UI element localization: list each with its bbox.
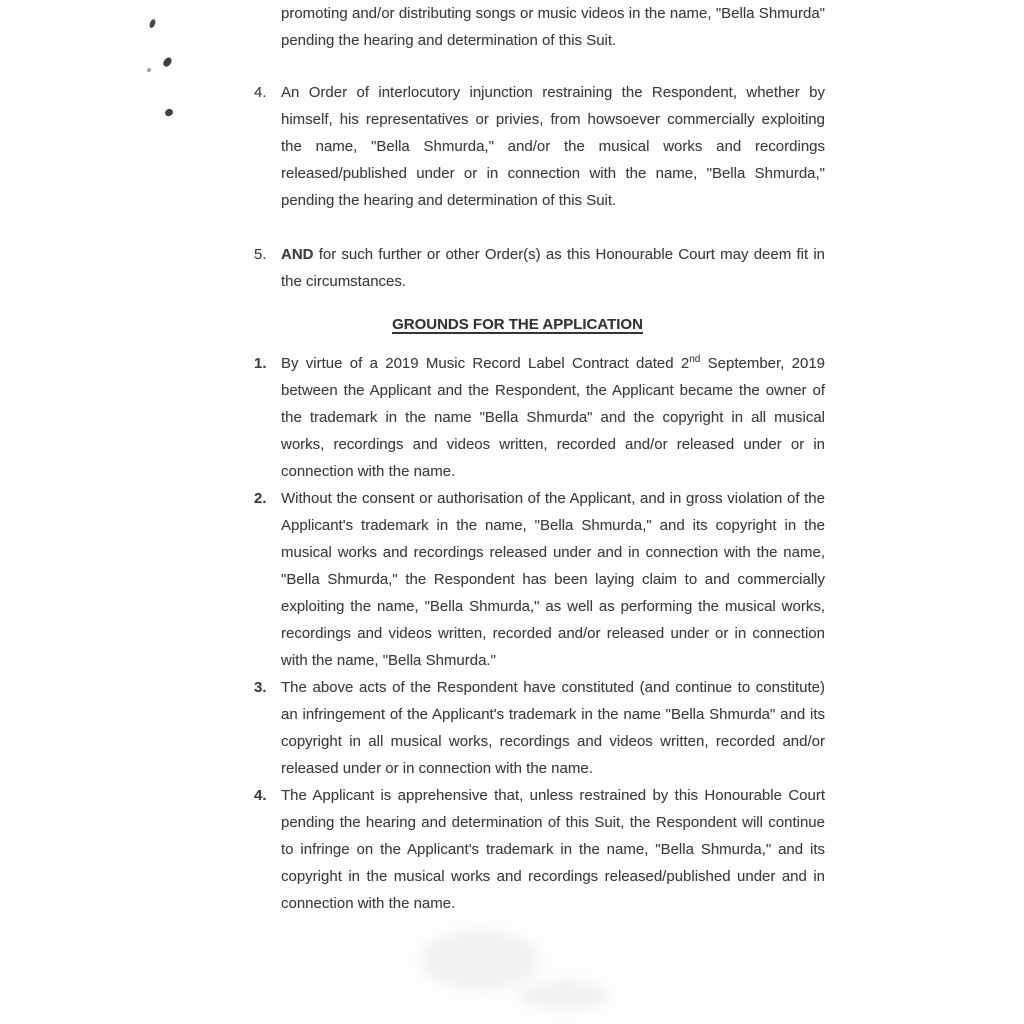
list-item-prayer-5	[254, 241, 825, 295]
item-text	[281, 241, 825, 295]
bold-and-text: AND	[281, 246, 314, 263]
ink-speck	[147, 68, 151, 72]
item-number: 5.	[254, 246, 267, 263]
ink-speck	[164, 108, 174, 117]
list-item-ground-4	[254, 782, 825, 917]
ink-speck	[149, 18, 157, 28]
item-text-rest: for such further or other Order(s) as this Honourable Court may deem fit in the circumstances.	[281, 246, 825, 290]
list-item-ground-2	[254, 485, 825, 674]
ink-speck	[162, 56, 173, 68]
item-text: The Applicant is apprehensive that, unless restrained by this Honourable Court pending the hearing and determination of this Suit, the Respondent will continue to infringe on the Applicant's trademark in the name, "Bella Shmurda," and its copyright in the musical works and recordings released/published under and in connection with the name.	[281, 787, 825, 912]
item-text	[281, 350, 825, 485]
item-text: The above acts of the Respondent have constituted (and continue to constitute) an infringement of the Applicant's trademark in the name "Bella Shmurda" and its copyright in all musical works, recordings and videos written, recorded and/or released under or in connection with the name.	[281, 679, 825, 777]
list-item-ground-1	[254, 350, 825, 485]
item-number: 4.	[254, 84, 267, 101]
item-number: 3.	[254, 679, 267, 696]
ordinal-superscript: nd	[689, 354, 701, 365]
document-body	[254, 0, 825, 917]
item-text: Without the consent or authorisation of the Applicant, and in gross violation of the Applicant's trademark in the name, "Bella Shmurda," and its copyright in the musical works and recordings released under and in connection with the name, "Bella Shmurda," the Respondent has been laying claim to and commercially exploiting the name, "Bella Shmurda," as well as performing the musical works, recordings and videos written, recorded and/or released under or in connection with the name, "Bella Shmurda."	[281, 490, 825, 669]
item-number: 1.	[254, 355, 267, 372]
item-number: 2.	[254, 490, 267, 507]
continuation-paragraph: promoting and/or distributing songs or music videos in the name, "Bella Shmurda" pending the hearing and determination of this Suit.	[281, 5, 825, 49]
list-item-prayer-4	[254, 79, 825, 214]
section-heading: GROUNDS FOR THE APPLICATION	[392, 316, 643, 333]
scan-smudge	[420, 930, 540, 990]
item-text-before-superscript: By virtue of a 2019 Music Record Label Contract dated 2	[281, 355, 690, 372]
list-item-ground-3	[254, 674, 825, 782]
item-text-after-superscript: September, 2019 between the Applicant and the Respondent, the Applicant became the owner of the trademark in the name "Bella Shmurda" and the copyright in all musical works, recordings and videos written, recorded and/or released under or in connection with the name.	[281, 355, 826, 480]
item-number: 4.	[254, 787, 267, 804]
scan-smudge	[520, 980, 610, 1010]
item-text: An Order of interlocutory injunction restraining the Respondent, whether by himself, his representatives or privies, from howsoever commercially exploiting the name, "Bella Shmurda," and/or the musical works and recordings released/published under or in connection with the name, "Bella Shmurda," pending the hearing and determination of this Suit.	[281, 84, 825, 209]
